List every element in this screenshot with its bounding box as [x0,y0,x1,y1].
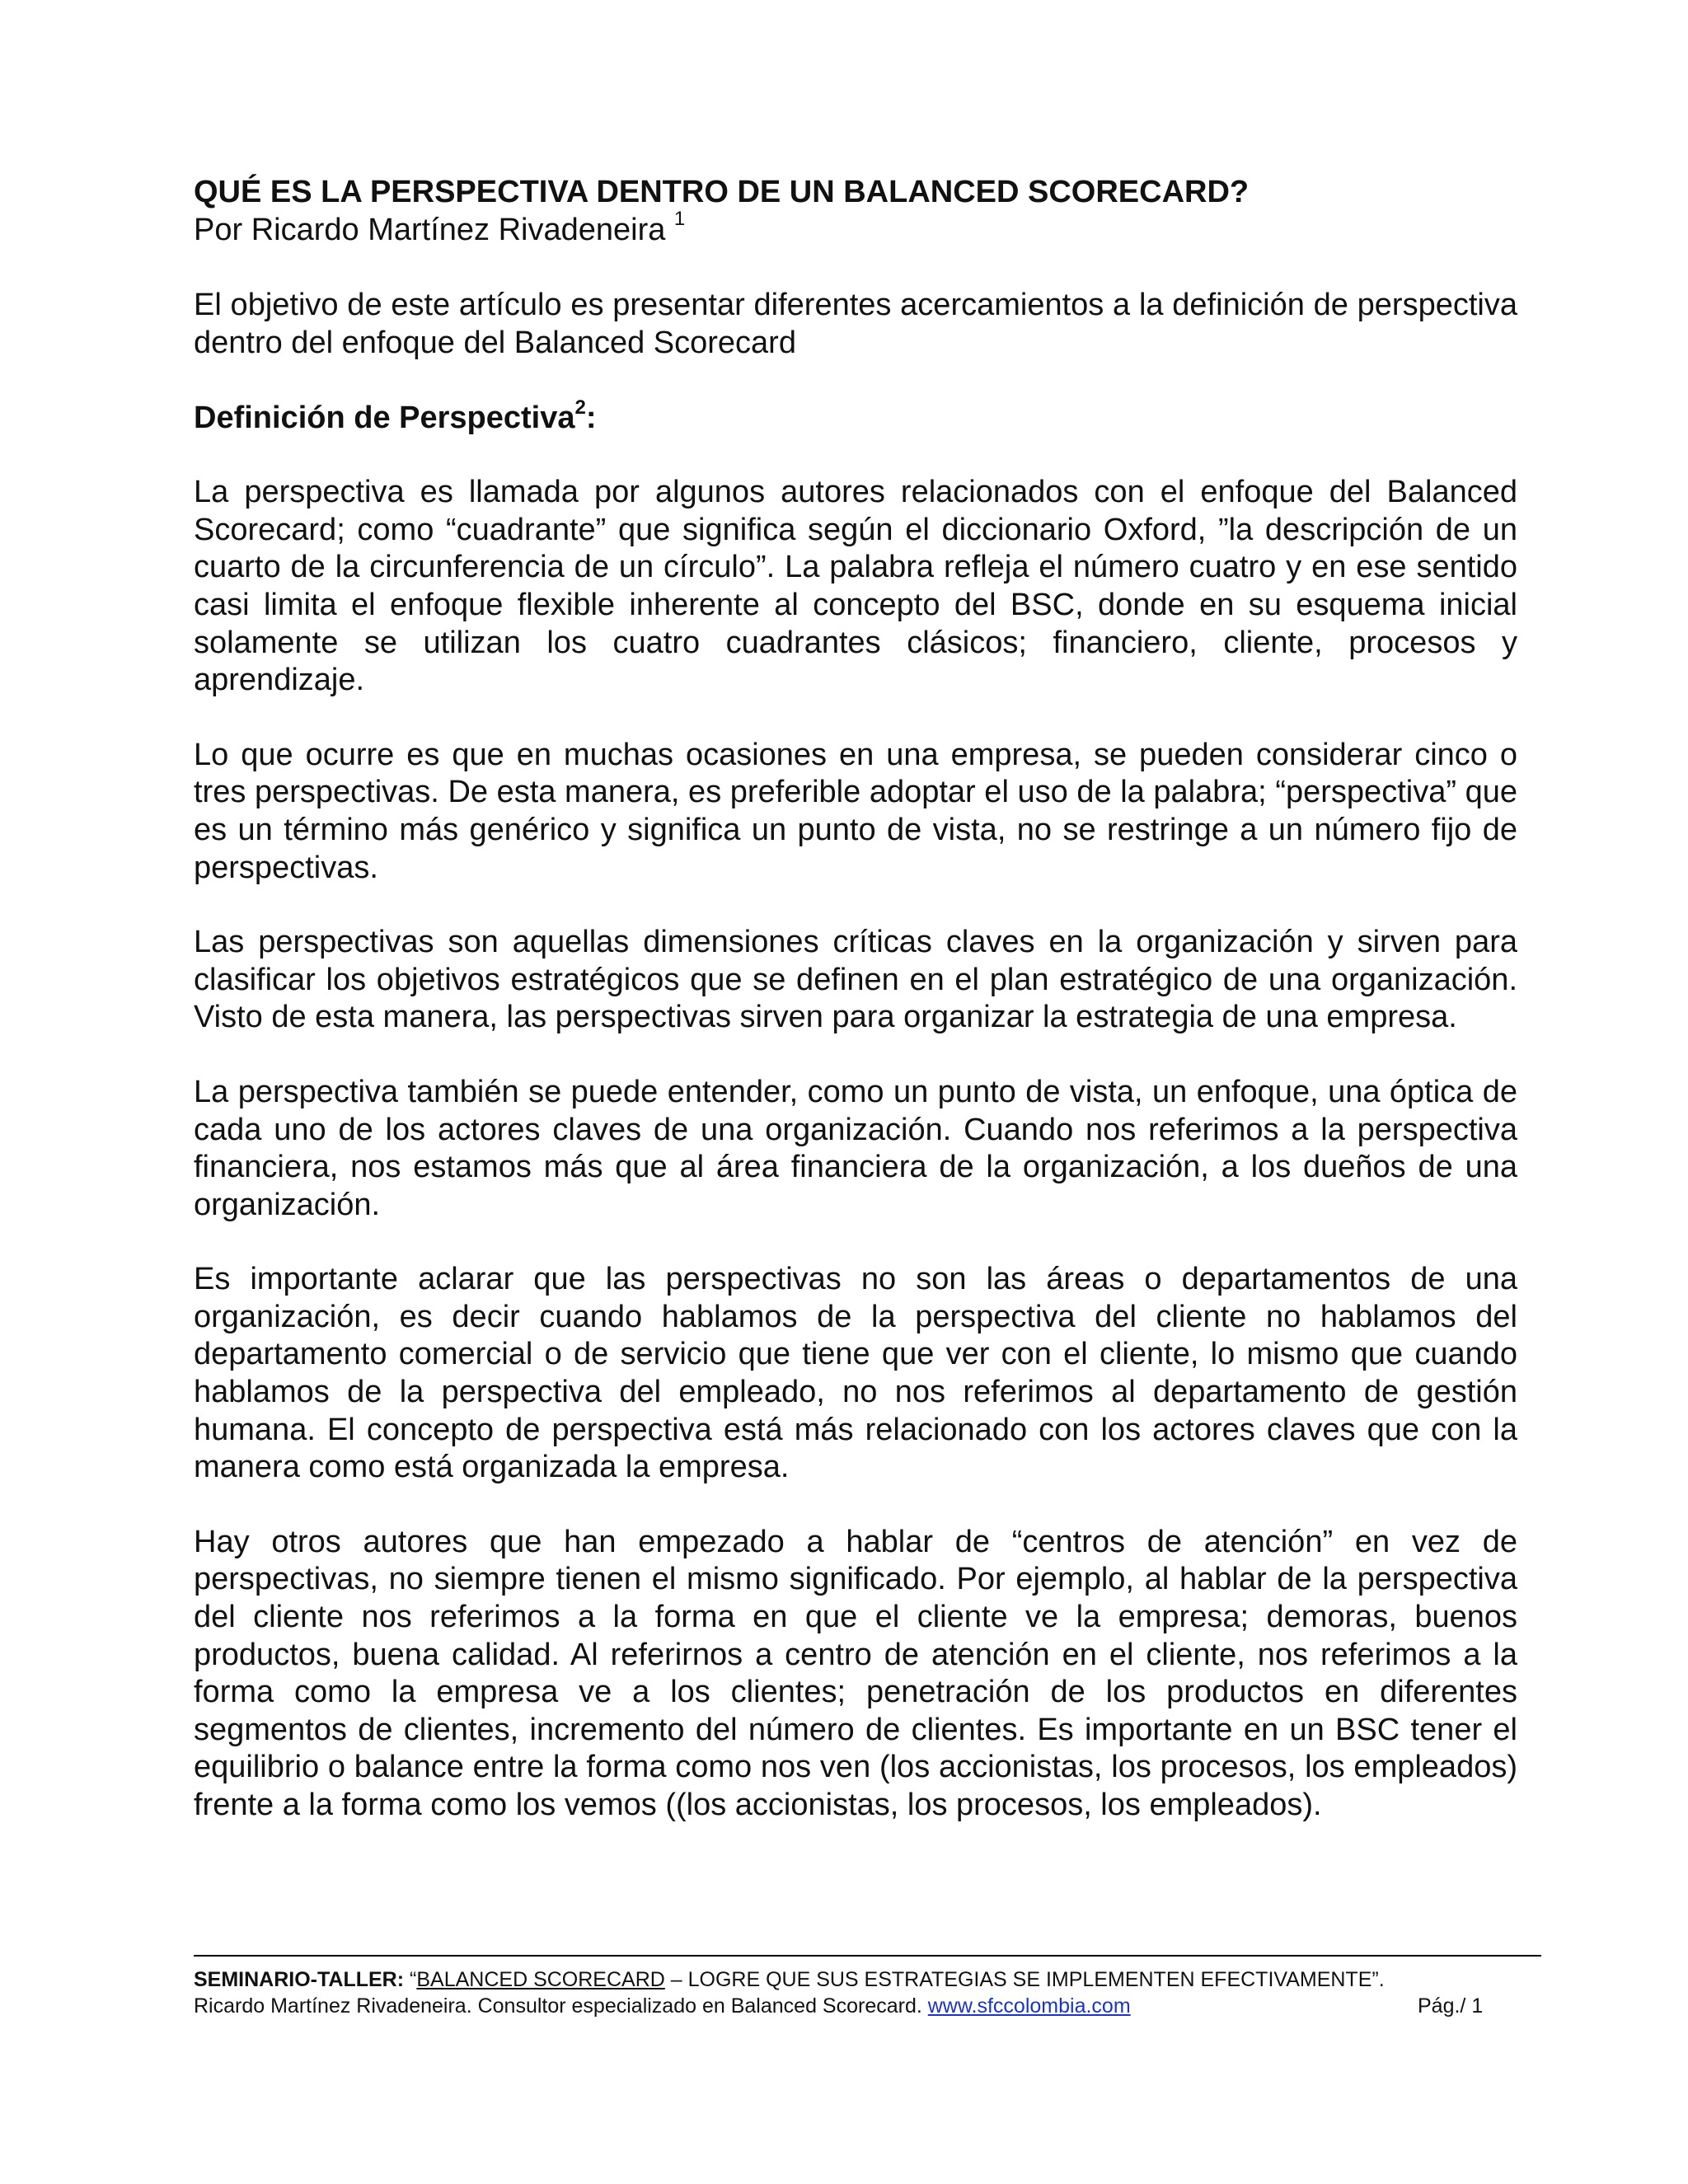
section-heading-colon: : [585,401,597,436]
footer-seminar-line [194,1966,1541,1993]
footer-label: SEMINARIO-TALLER: [194,1968,405,1991]
footer-website-link[interactable]: www.sfccolombia.com [927,1994,1131,2018]
section-heading-text: Definición de Perspectiva [194,401,575,436]
body-paragraph: Es importante aclarar que las perspectivas no son las áreas o departamentos de una organización, es decir cuando hablamos de la perspectiva del cliente no hablamos del departamento comercial o de servicio que tiene que ver con el cliente, lo mismo que cuando hablamos de la perspectiva del empleado, no nos referimos al departamento de gestión humana. El concepto de perspectiva está más relacionado con los actores claves que con la manera como está organizada la empresa. [194,1262,1517,1485]
footer-consultant: Ricardo Martínez Rivadeneira. Consultor especializado en Balanced Scorecard. [194,1994,928,2018]
page-number: Pág./ 1 [1418,1994,1484,2018]
section-heading [194,396,1517,437]
body-paragraph: La perspectiva también se puede entender, como un punto de vista, un enfoque, una óptica de cada uno de los actores claves de una organización. Cuando nos referimos a la perspectiva financiera, nos estamos más que al área financiera de la organización, a los dueños de una organización. [194,1074,1517,1222]
body-paragraph: Hay otros autores que han empezado a hablar de “centros de atención” en vez de perspectivas, no siempre tienen el mismo significado. Por ejemplo, al hablar de la perspectiva del cliente nos referimos a la forma en que el cliente ve la empresa; demoras, buenos productos, buena calidad. Al referirnos a centro de atención en el cliente, nos referimos a la forma como la empresa ve a los clientes; penetración de los productos en diferentes segmentos de clientes, incremento del número de clientes. Es importante en un BSC tener el equilibrio o balance entre la forma como nos ven (los accionistas, los procesos, los empleados) frente a la forma como los vemos ((los accionistas, los procesos, los empleados). [194,1524,1517,1822]
footer-course-name: BALANCED SCORECARD [416,1968,665,1991]
document-title: QUÉ ES LA PERSPECTIVA DENTRO DE UN BALANCED SCORECARD? [194,175,1250,209]
intro-paragraph: El objetivo de este artículo es presentar diferentes acercamientos a la definición de perspectiva dentro del enfoque del Balanced Scorecard [194,288,1517,360]
author-name: Por Ricardo Martínez Rivadeneira [194,213,666,247]
author-line [194,208,1517,249]
footnote-marker-2[interactable]: 2 [574,396,586,419]
body-paragraph: Las perspectivas son aquellas dimensiones críticas claves en la organización y sirven para clasificar los objetivos estratégicos que se definen en el plan estratégico de una organización. Visto de esta manera, las perspectivas sirven para organizar la estrategia de una empresa. [194,925,1517,1035]
body-paragraph: Lo que ocurre es que en muchas ocasiones en una empresa, se pueden considerar cinco o tres perspectivas. De esta manera, es preferible adoptar el uso de la palabra; “perspectiva” que es un término más genérico y significa un punto de vista, no se restringe a un número fijo de perspectivas. [194,737,1517,885]
footer-consultant-line [194,1993,1541,2019]
footnote-marker-1[interactable]: 1 [673,208,686,231]
page-footer [194,1955,1541,2019]
document-body [194,173,1517,1862]
body-paragraph: La perspectiva es llamada por algunos autores relacionados con el enfoque del Balanced Scorecard; como “cuadrante” que significa según el diccionario Oxford, ”la descripción de un cuarto de la circunferencia de un círculo”. La palabra refleja el número cuatro y en ese sentido casi limita el enfoque flexible inherente al concepto del BSC, donde en su esquema inicial solamente se utilizan los cuatro cuadrantes clásicos; financiero, cliente, procesos y aprendizaje. [194,475,1517,698]
footer-tagline: – LOGRE QUE SUS ESTRATEGIAS SE IMPLEMENTEN EFECTIVAMENTE”. [664,1968,1385,1991]
footer-quote-open: “ [404,1968,417,1991]
